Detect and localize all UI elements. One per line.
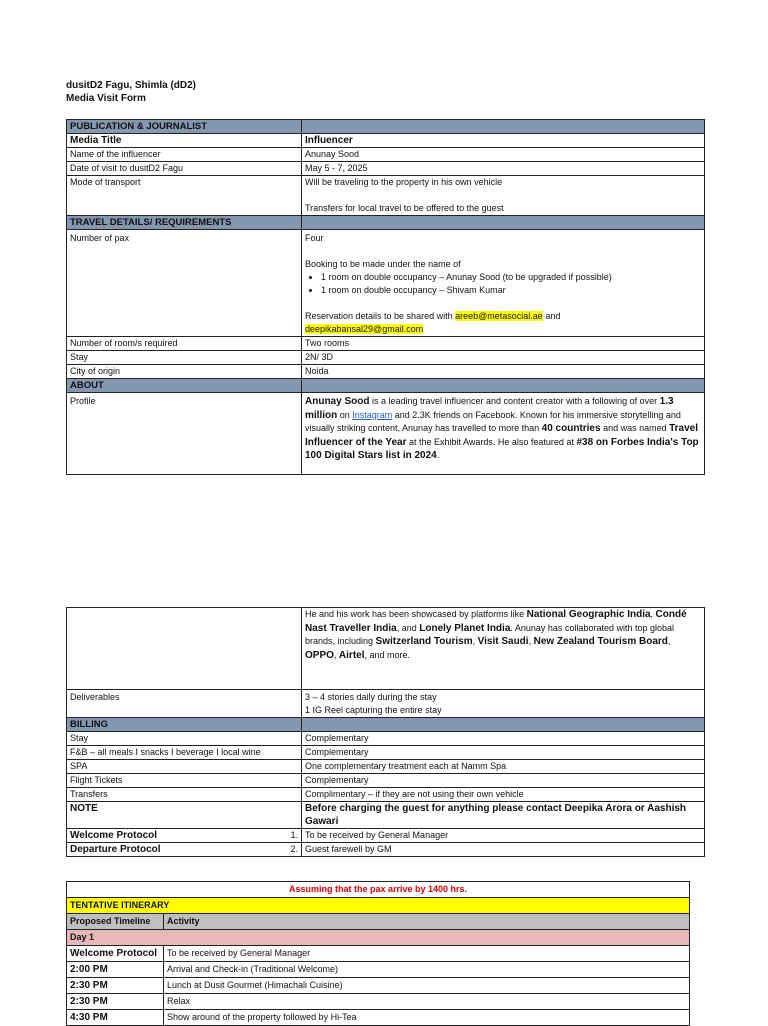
email-link-2[interactable]: deepikabansal29@gmail.com [305,324,424,334]
itinerary-activity: Relax [164,994,690,1010]
influencer-name-value: Anunay Sood [302,148,705,162]
arrival-assumption: Assuming that the pax arrive by 1400 hrs. [67,882,690,898]
instagram-link[interactable]: Instagram [352,409,393,420]
deliverables-billing-table [66,607,705,857]
billing-value: Complimentary – if they are not using their own vehicle [302,788,705,802]
stay-value: 2N/ 3D [302,351,705,365]
stay-label: Stay [67,351,302,365]
section-publication: PUBLICATION & JOURNALIST [67,120,302,134]
city-value: Noida [302,365,705,379]
itinerary-time: 2:00 PM [67,962,164,978]
itinerary-time: 2:30 PM [67,978,164,994]
city-label: City of origin [67,365,302,379]
hotel-title: dusitD2 Fagu, Shimla (dD2) [66,80,197,91]
form-header [66,79,196,105]
billing-label: Flight Tickets [67,774,302,788]
note-label: NOTE [67,802,302,829]
departure-protocol-value: Guest farewell by GM [302,843,705,857]
deliverables-value: 3 – 4 stories daily during the stay 1 IG Reel capturing the entire stay [302,690,705,718]
email-link-1[interactable]: areeb@metasocial.ae [455,311,543,321]
welcome-protocol-value: To be received by General Manager [302,829,705,843]
visit-date-label: Date of visit to dusitD2 Fagu [67,162,302,176]
booking-item: • 1 room on double occupancy – Anunay Sood (to be upgraded if possible) [321,271,701,284]
col-activity: Activity [164,914,690,930]
rooms-value: Two rooms [302,337,705,351]
welcome-protocol-cell: Welcome Protocol 1. [67,829,302,843]
reservation-note: Reservation details to be shared with areeb@metasocial.ae and [305,311,561,321]
booking-list [305,271,701,297]
visit-date-value: May 5 - 7, 2025 [302,162,705,176]
itinerary-table [66,881,690,1026]
media-title-label: Media Title [67,134,302,148]
deliverables-label: Deliverables [67,690,302,718]
billing-value: One complementary treatment each at Namm Spa [302,760,705,774]
itinerary-time: 4:30 PM [67,1010,164,1026]
booking-item: • 1 room on double occupancy – Shivam Kumar [321,284,701,297]
note-value: Before charging the guest for anything please contact Deepika Arora or Aashish Gawari [302,802,705,829]
col-timeline: Proposed Timeline [67,914,164,930]
itinerary-time: 2:30 PM [67,994,164,1010]
profile-text: Anunay Sood is a leading travel influencer and content creator with a following of over 1.3 million on Instagram and 2.3K friends on Facebook. Known for his immersive storytelling and visually striking content, Anunay has travelled to more than 40 countries and was named Travel Influencer of the Year at the Exhibit Awards. He also featured at #38 on Forbes India's Top 100 Digital Stars list in 2024. [302,393,705,475]
section-billing: BILLING [67,718,302,732]
billing-label: F&B – all meals I snacks I beverage I local wine [67,746,302,760]
rooms-label: Number of room/s required [67,337,302,351]
media-title-value: Influencer [302,134,705,148]
profile-continued: He and his work has been showcased by platforms like National Geographic India, Condé Nast Traveller India, and Lonely Planet India. Anunay has collaborated with top global brands, including Switzerland Tourism, Visit Saudi, New Zealand Tourism Board, OPPO, Airtel, and more. [302,608,705,690]
pax-label: Number of pax [67,230,302,337]
itinerary-activity: To be received by General Manager [164,946,690,962]
form-title: Media Visit Form [66,93,146,104]
itinerary-activity: Arrival and Check-in (Traditional Welcome) [164,962,690,978]
itinerary-activity: Lunch at Dusit Gourmet (Himachali Cuisine) [164,978,690,994]
transport-label: Mode of transport [67,176,302,216]
billing-label: SPA [67,760,302,774]
itinerary-time: Welcome Protocol [67,946,164,962]
billing-value: Complementary [302,746,705,760]
billing-label: Transfers [67,788,302,802]
profile-label: Profile [67,393,302,475]
day-1-heading: Day 1 [67,930,690,946]
influencer-name-label: Name of the influencer [67,148,302,162]
billing-value: Complementary [302,774,705,788]
pax-value: Four Booking to be made under the name of • 1 room on double occupancy – Anunay Sood (to be upgraded if possible) • 1 room on double occupancy – Shivam Kumar Reservation details to be shared with areeb@metasocial.ae and deepikabansal29@gmail.com [302,230,705,337]
transport-value: Will be traveling to the property in his own vehicle Transfers for local travel to be offered to the guest [302,176,705,216]
media-visit-table [66,119,705,475]
section-about: ABOUT [67,379,302,393]
section-travel: TRAVEL DETAILS/ REQUIREMENTS [67,216,302,230]
billing-label: Stay [67,732,302,746]
departure-protocol-cell: Departure Protocol 2. [67,843,302,857]
billing-value: Complementary [302,732,705,746]
itinerary-activity: Show around of the property followed by Hi-Tea [164,1010,690,1026]
tentative-itinerary-heading: TENTATIVE ITINERARY [67,898,690,914]
